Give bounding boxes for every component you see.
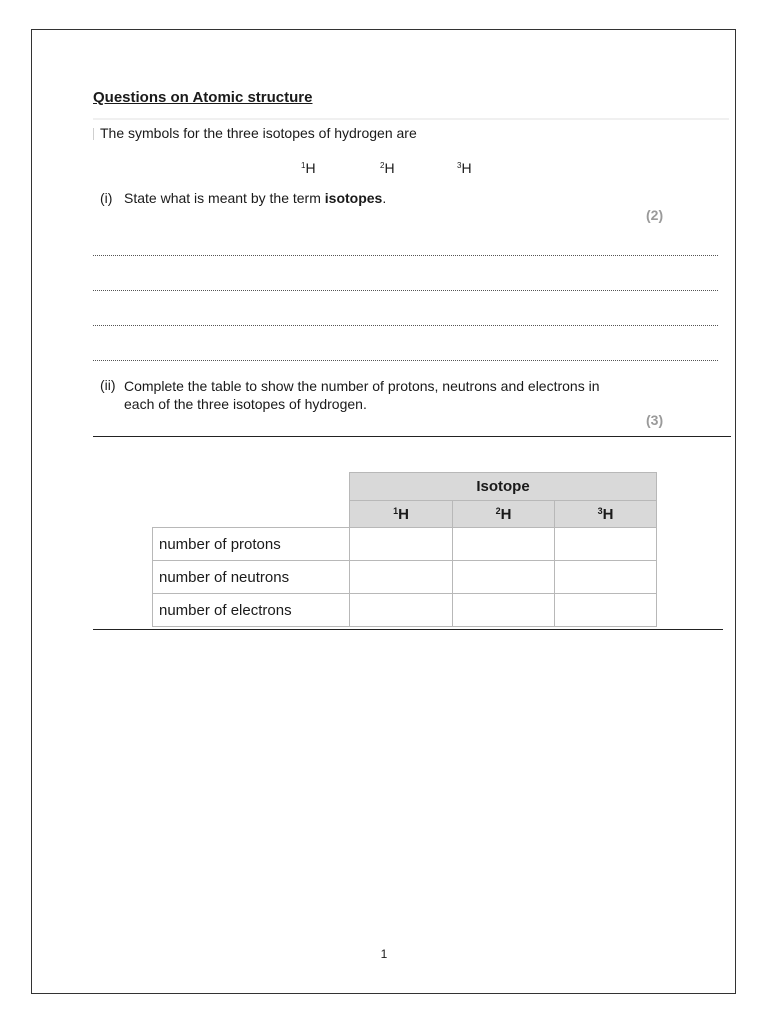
answer-line[interactable]: [93, 255, 718, 256]
answer-cell-neutrons-2h[interactable]: [453, 561, 555, 594]
column-header-2h: $^2$H: [453, 501, 555, 528]
answer-cell-electrons-3h[interactable]: [555, 594, 657, 627]
answer-cell-protons-2h[interactable]: [453, 528, 555, 561]
answer-line[interactable]: [93, 360, 718, 361]
question-1-text: State what is meant by the term isotopes.: [124, 190, 387, 206]
question-1-marks: (2): [646, 207, 664, 223]
table-row: [153, 528, 657, 561]
column-header-3h: $^3$H: [555, 501, 657, 528]
section-divider: [93, 436, 731, 437]
isotope-symbol-2: $^2$H: [380, 160, 395, 176]
question-2-text: Complete the table to show the number of protons, neutrons and electrons in each of the three isotopes of hydrogen.: [124, 378, 600, 412]
answer-cell-neutrons-3h[interactable]: [555, 561, 657, 594]
table-corner: [153, 501, 350, 528]
isotope-symbol-1: $^1$H: [301, 160, 316, 176]
page-title: Questions on Atomic structure: [93, 89, 313, 106]
answer-cell-neutrons-1h[interactable]: [350, 561, 453, 594]
intro-text: The symbols for the three isotopes of hydrogen are: [100, 125, 417, 141]
isotope-table: [152, 472, 657, 627]
table-row: [153, 561, 657, 594]
question-2-marks: (3): [646, 412, 664, 428]
question-2-number: (ii): [100, 377, 116, 393]
question-1-number: (i): [100, 190, 113, 206]
answer-cell-protons-1h[interactable]: [350, 528, 453, 561]
intro-band: [93, 118, 729, 120]
answer-cell-protons-3h[interactable]: [555, 528, 657, 561]
isotope-group-header: Isotope: [350, 473, 657, 501]
table-row: [153, 594, 657, 627]
answer-line[interactable]: [93, 325, 718, 326]
isotope-symbol-3: $^3$H: [457, 160, 472, 176]
question-1-term: isotopes: [324, 190, 383, 206]
answer-cell-electrons-2h[interactable]: [453, 594, 555, 627]
column-header-1h: $^1$H: [350, 501, 453, 528]
intro-mark: [93, 128, 94, 140]
row-label-electrons: number of electrons: [153, 594, 350, 627]
row-label-neutrons: number of neutrons: [153, 561, 350, 594]
table-corner: [153, 473, 350, 501]
answer-line[interactable]: [93, 290, 718, 291]
section-divider: [93, 629, 723, 630]
row-label-protons: number of protons: [153, 528, 350, 561]
page-number: 1: [380, 947, 388, 961]
answer-cell-electrons-1h[interactable]: [350, 594, 453, 627]
